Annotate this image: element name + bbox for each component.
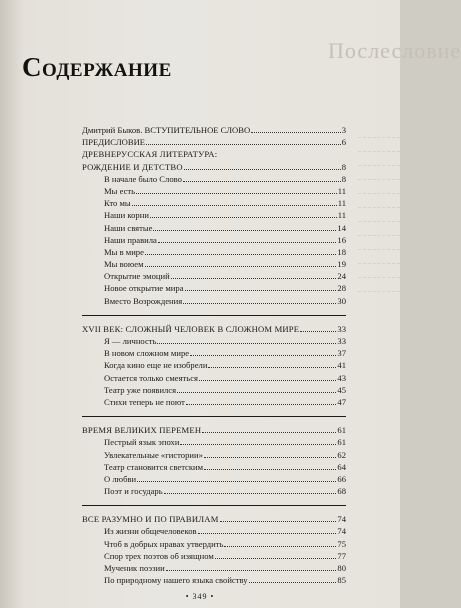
toc-entry [82, 222, 346, 234]
dot-leader [136, 186, 337, 194]
dot-leader [208, 360, 336, 368]
dot-leader [300, 324, 336, 332]
toc-entry-title: Мы воюем [104, 259, 144, 270]
toc-entry-page: 11 [337, 185, 346, 196]
toc-entry-title: Когда кино еще не изобрели [104, 360, 208, 371]
toc-entry [82, 136, 346, 148]
dot-leader [220, 514, 337, 522]
dot-leader [190, 348, 336, 356]
toc-entry [82, 372, 346, 384]
toc-entry-page: 61 [337, 437, 346, 448]
toc-entry-title: Открытие эмоций [104, 271, 170, 282]
toc-entry-title: Остается только смеяться [104, 372, 198, 383]
toc-entry-page: 19 [337, 259, 346, 270]
toc-entry [82, 234, 346, 246]
toc-entry-page: 18 [337, 246, 346, 257]
toc-entry [82, 436, 346, 448]
toc-entry-title: Кто мы [104, 198, 131, 209]
dot-leader [158, 235, 337, 243]
toc-entry-title: Мы есть [104, 185, 136, 196]
toc-entry [82, 246, 346, 258]
toc-entry-title: Из жизни общечеловеков [104, 526, 197, 537]
toc-entry-page: 43 [337, 372, 346, 383]
toc-entry-title: XVII ВЕК: СЛОЖНЫЙ ЧЕЛОВЕК В СЛОЖНОМ МИРЕ [82, 323, 300, 334]
toc-entry-page: 3 [341, 125, 346, 135]
dot-leader [183, 296, 336, 304]
toc-entry-page: 8 [341, 173, 346, 184]
table-of-contents [82, 124, 346, 586]
toc-entry-page: 74 [337, 514, 346, 525]
toc-entry-title: О любви [104, 473, 137, 484]
toc-entry-title: РОЖДЕНИЕ И ДЕТСТВО [82, 161, 183, 172]
toc-entry-page: 41 [337, 360, 346, 371]
dot-leader [137, 474, 336, 482]
toc-entry [82, 161, 346, 173]
toc-entry-page: 14 [337, 222, 346, 233]
toc-entry [82, 513, 346, 525]
toc-entry-page: 45 [337, 384, 346, 395]
toc-entry-title: Я — личность [104, 336, 157, 346]
toc-entry-title: В новом сложном мире [104, 348, 190, 359]
toc-entry [82, 347, 346, 359]
toc-entry-title: Наши святые [104, 222, 153, 233]
toc-entry-title: Дмитрий Быков. ВСТУПИТЕЛЬНОЕ СЛОВО [82, 125, 251, 135]
dot-leader [145, 259, 337, 267]
page-number: • 349 • [185, 592, 215, 601]
toc-entry [82, 384, 346, 396]
toc-entry [82, 209, 346, 221]
toc-entry [82, 525, 346, 537]
toc-entry-title: По природному нашего языка свойству [104, 575, 248, 586]
toc-entry-page: 24 [337, 271, 346, 282]
toc-entry [82, 574, 346, 586]
dot-leader [177, 385, 336, 393]
toc-entry-page: 47 [337, 396, 346, 407]
toc-entry [82, 185, 346, 197]
toc-entry-page: 28 [337, 283, 346, 294]
toc-entry [82, 323, 346, 335]
dot-leader [157, 336, 336, 344]
toc-entry-title: Стихи теперь не поют [104, 396, 185, 407]
dot-leader [184, 162, 341, 170]
toc-entry-page: 66 [337, 473, 346, 484]
dot-leader [218, 149, 345, 157]
toc-entry [82, 550, 346, 562]
toc-entry-title: Пестрый язык эпохи [104, 437, 180, 448]
toc-entry-page: 75 [337, 538, 346, 549]
toc-entry [82, 197, 346, 209]
toc-entry [82, 148, 346, 160]
toc-entry-title: ВСЕ РАЗУМНО И ПО ПРАВИЛАМ [82, 514, 219, 525]
toc-entry-title: Театр становится светским [104, 461, 204, 472]
toc-entry-page: 68 [337, 486, 346, 497]
toc-entry-page: 37 [337, 348, 346, 359]
dot-leader [186, 397, 337, 405]
toc-entry-title: Театр уже появился [104, 384, 177, 395]
toc-entry-title: Мученик поэзии [104, 563, 165, 573]
dot-leader [249, 575, 337, 583]
toc-entry-title: ДРЕВНЕРУССКАЯ ЛИТЕРАТУРА: [82, 149, 218, 160]
toc-entry-page: 30 [337, 295, 346, 306]
dot-leader [145, 247, 336, 255]
dot-leader [153, 223, 336, 231]
toc-entry [82, 173, 346, 185]
toc-entry [82, 461, 346, 473]
toc-entry [82, 335, 346, 347]
toc-entry [82, 424, 346, 436]
toc-entry [82, 396, 346, 408]
toc-entry-page: 64 [337, 461, 346, 472]
toc-entry [82, 258, 346, 270]
dot-leader [224, 539, 336, 547]
toc-section [82, 315, 346, 408]
dot-leader [198, 526, 337, 534]
toc-entry-page: 61 [337, 425, 346, 436]
toc-entry [82, 295, 346, 307]
toc-entry [82, 282, 346, 294]
dot-leader [146, 137, 341, 145]
toc-entry-title: Чтоб в добрых нравах утвердить [104, 538, 224, 549]
dot-leader [251, 125, 341, 133]
page-title: Содержание [22, 52, 172, 82]
toc-entry-page: 33 [337, 323, 346, 334]
dot-leader [183, 174, 341, 182]
toc-entry-title: Новое открытие мира [104, 283, 184, 294]
dot-leader [150, 210, 337, 218]
toc-entry-page: 74 [337, 526, 346, 537]
dot-leader [171, 271, 337, 279]
toc-entry [82, 270, 346, 282]
dot-leader [180, 437, 336, 445]
toc-entry-title: Спор трех поэтов об изящном [104, 550, 214, 561]
toc-entry [82, 124, 346, 136]
toc-section [82, 416, 346, 497]
toc-entry-title: Поэт и государь [104, 486, 163, 497]
toc-entry-title: Вместо Возрождения [104, 295, 183, 306]
dot-leader [204, 450, 337, 458]
dot-leader [164, 486, 337, 494]
toc-entry-page: 77 [337, 550, 346, 561]
toc-entry-title: Наши корни [104, 210, 149, 221]
dot-leader [202, 425, 336, 433]
dot-leader [132, 198, 337, 206]
toc-entry [82, 485, 346, 497]
toc-entry-page: 85 [337, 575, 346, 586]
toc-entry-page: 80 [337, 563, 346, 573]
dot-leader [204, 462, 336, 470]
toc-section [82, 124, 346, 307]
toc-entry-title: В начале было Слово [104, 173, 182, 184]
toc-entry-page: 16 [337, 234, 346, 245]
dot-leader [185, 283, 337, 291]
toc-entry [82, 449, 346, 461]
toc-entry-title: ВРЕМЯ ВЕЛИКИХ ПЕРЕМЕН [82, 425, 202, 436]
toc-section [82, 505, 346, 586]
toc-entry [82, 562, 346, 574]
toc-entry-page: 11 [337, 210, 346, 221]
toc-entry-page: 33 [337, 336, 346, 346]
toc-entry-page: 8 [341, 161, 346, 172]
toc-entry-title: Увлекательные «гистории» [104, 449, 203, 460]
toc-entry-title: ПРЕДИСЛОВИЕ [82, 137, 146, 148]
toc-entry-page: 11 [337, 198, 346, 209]
toc-entry-page: 62 [337, 449, 346, 460]
toc-entry [82, 473, 346, 485]
dot-leader [215, 551, 337, 559]
toc-entry [82, 538, 346, 550]
dot-leader [166, 563, 337, 571]
toc-entry-title: Мы в мире [104, 246, 144, 257]
toc-entry-title: Наши правила [104, 234, 157, 245]
dot-leader [199, 373, 336, 381]
toc-entry [82, 359, 346, 371]
toc-entry-page: 6 [341, 137, 346, 148]
bleed-title: Послесловие [328, 38, 461, 63]
